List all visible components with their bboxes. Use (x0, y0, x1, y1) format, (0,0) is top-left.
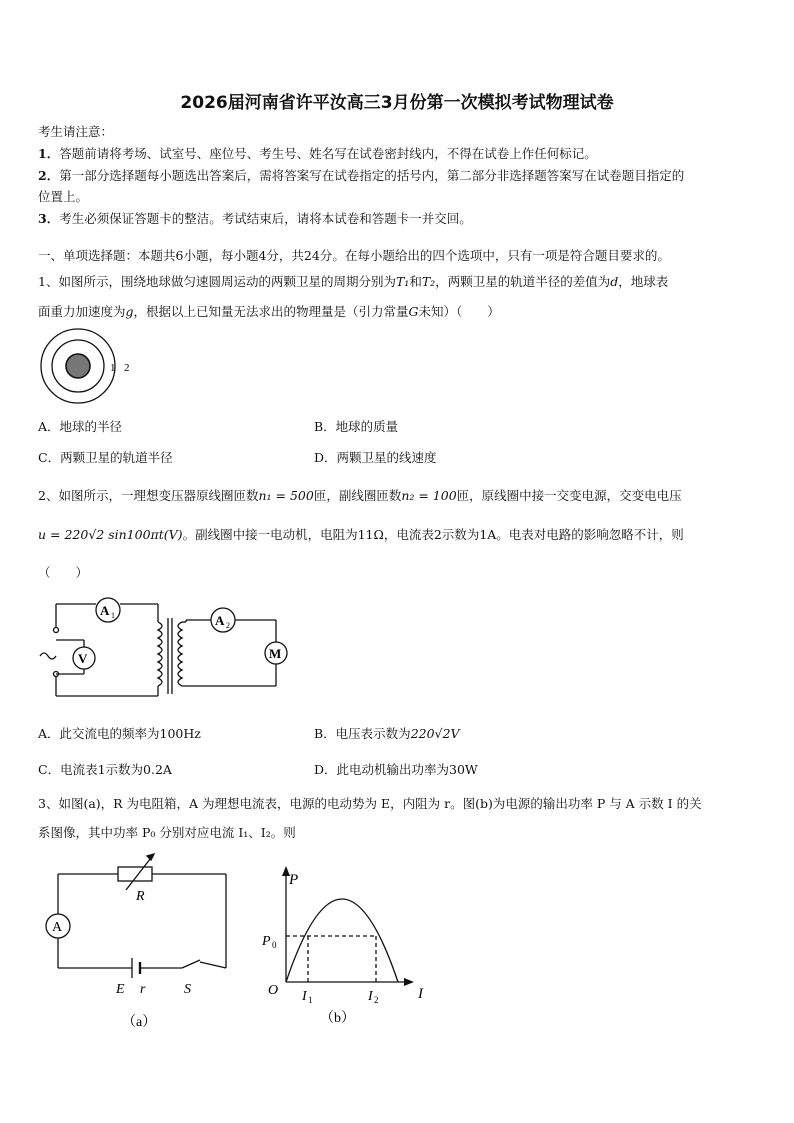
q2-n1: n₁ = 500 (258, 488, 314, 503)
notice-text: 考生必须保证答题卡的整洁。考试结束后，请将本试卷和答题卡一并交回。 (59, 211, 472, 226)
i-axis-label: I (418, 986, 423, 1002)
q3-figure-b (258, 862, 438, 1032)
section-heading: 一、单项选择题：本题共6小题，每小题4分，共24分。在每小题给出的四个选项中，只有一项是符合题目要求的。 (38, 248, 670, 263)
q2-stem-line1 (38, 486, 682, 504)
fig-b-caption: （b） (320, 1011, 355, 1026)
q2-text: ，电流表2示数为1A。电表对电路的影响忽略不计，则 (383, 527, 684, 542)
switch-s (182, 960, 200, 968)
page-title: 2026届河南省许平汝高三3月份第一次模拟考试物理试卷 (180, 93, 614, 113)
q2-n2: n₂ = 100 (401, 488, 457, 503)
q3-number: 3、 (38, 796, 59, 811)
i2-sub: 2 (374, 995, 379, 1005)
q1-option-c: C．两颗卫星的轨道半径 (38, 450, 173, 465)
notice-text: 第一部分选择题每小题选出答案后，需将答案写在试卷指定的括号内，第二部分非选择题答案写在试卷题目指定的 (59, 168, 685, 183)
r-label: R (136, 889, 145, 904)
q2-voltage-expr: u = 220√2 sin100πt(V) (38, 527, 183, 542)
fig-a-caption: （a） (122, 1015, 157, 1030)
q2-option-b (314, 724, 460, 742)
q1-text: ，根据以上已知量无法求出的物理量是（引力常量 (133, 304, 409, 319)
q1-d: d (610, 274, 619, 289)
q1-t2: T₂ (421, 274, 436, 289)
notice-num: 3． (38, 211, 60, 226)
earth (66, 354, 90, 378)
q1-text: 未知）（ ） (418, 304, 500, 319)
q2-text: 匝，原线圈中接一交变电源，交变电电压 (456, 488, 682, 503)
q2-circuit-figure (36, 592, 296, 704)
origin-label: O (268, 983, 279, 998)
q2-paren: （ ） (38, 565, 89, 580)
p-axis-label: P (289, 872, 299, 888)
q1-option-a: A．地球的半径 (38, 419, 123, 434)
i2-label: I (368, 989, 373, 1004)
q2-option-a: A．此交流电的频率为100Hz (38, 726, 201, 741)
q1-text: 如图所示，围绕地球做匀速圆周运动的两颗卫星的周期分别为 (58, 274, 396, 289)
notice-heading: 考生请注意： (38, 124, 114, 139)
notice-item-2 (38, 166, 684, 184)
q1-G: G (408, 304, 419, 319)
q2-text: 。副线圈中接一电动机，电阻为 (182, 527, 358, 542)
q3-stem-line1 (38, 794, 702, 812)
ammeter-label: A (52, 920, 63, 935)
q1-orbit-figure (36, 328, 140, 408)
q2-option-b-value: 220√2V (410, 726, 460, 741)
q1-option-d: D．两颗卫星的线速度 (314, 450, 437, 465)
p0-sub: 0 (272, 940, 277, 950)
q2-option-d: D．此电动机输出功率为30W (314, 762, 478, 777)
ac-source-icon (40, 653, 56, 659)
notice-item-1 (38, 144, 597, 162)
notice-num: 2． (38, 168, 60, 183)
terminal (54, 628, 59, 633)
q1-g: g (125, 304, 134, 319)
q1-number: 1、 (38, 274, 59, 289)
notice-item-2-cont: 位置上。 (38, 189, 89, 204)
notice-text: 答题前请将考场、试室号、座位号、考生号、姓名写在试卷密封线内，不得在试卷上作任何标记。 (59, 146, 597, 161)
q1-text: ，两颗卫星的轨道半径的差值为 (435, 274, 611, 289)
a1-label: A (100, 603, 110, 618)
q2-text: 如图所示，一理想变压器原线圈匝数 (58, 488, 259, 503)
notice-item-3 (38, 209, 472, 227)
q2-number: 2、 (38, 488, 59, 503)
q1-text: ，地球表 (618, 274, 669, 289)
q1-option-b: B．地球的质量 (314, 419, 399, 434)
i1-sub: 1 (308, 995, 313, 1005)
q1-text: 面重力加速度为 (38, 304, 126, 319)
s-label: S (184, 982, 191, 997)
q1-t1: T₁ (395, 274, 410, 289)
secondary-coil (178, 622, 182, 686)
q2-option-c: C．电流表1示数为0.2A (38, 762, 172, 777)
q1-stem-line2 (38, 302, 500, 320)
q2-resistance: 11Ω (357, 527, 384, 542)
q1-text: 和 (409, 274, 422, 289)
q2-stem-line2 (38, 525, 684, 543)
notice-num: 1． (38, 146, 60, 161)
p-i-curve (286, 899, 398, 982)
v-label: V (78, 651, 88, 666)
orbit-label-1: 1 (110, 362, 116, 374)
a2-sub: 2 (226, 621, 230, 630)
q3-stem-line2: 系图像，其中功率 P₀ 分别对应电流 I₁、I₂。则 (38, 825, 296, 840)
i1-label: I (302, 989, 307, 1004)
q2-text: 匝，副线圈匝数 (313, 488, 402, 503)
m-label: M (269, 646, 282, 661)
q3-figure-a (42, 850, 242, 1035)
orbit-label-2: 2 (124, 362, 130, 374)
p0-label: P (262, 934, 271, 949)
q2-option-b-text: B．电压表示数为 (314, 726, 411, 741)
q3-text: 如图(a)，R 为电阻箱，A 为理想电流表，电源的电动势为 E，内阻为 r。图(b)为电源的输出功率 P 与 A 示数 I 的关 (58, 796, 702, 811)
q1-stem-line1 (38, 272, 668, 290)
e-label: E (116, 982, 125, 997)
a2-label: A (215, 613, 225, 628)
internal-r-label: r (140, 982, 146, 997)
a1-sub: 1 (111, 611, 115, 620)
primary-coil (158, 622, 162, 686)
